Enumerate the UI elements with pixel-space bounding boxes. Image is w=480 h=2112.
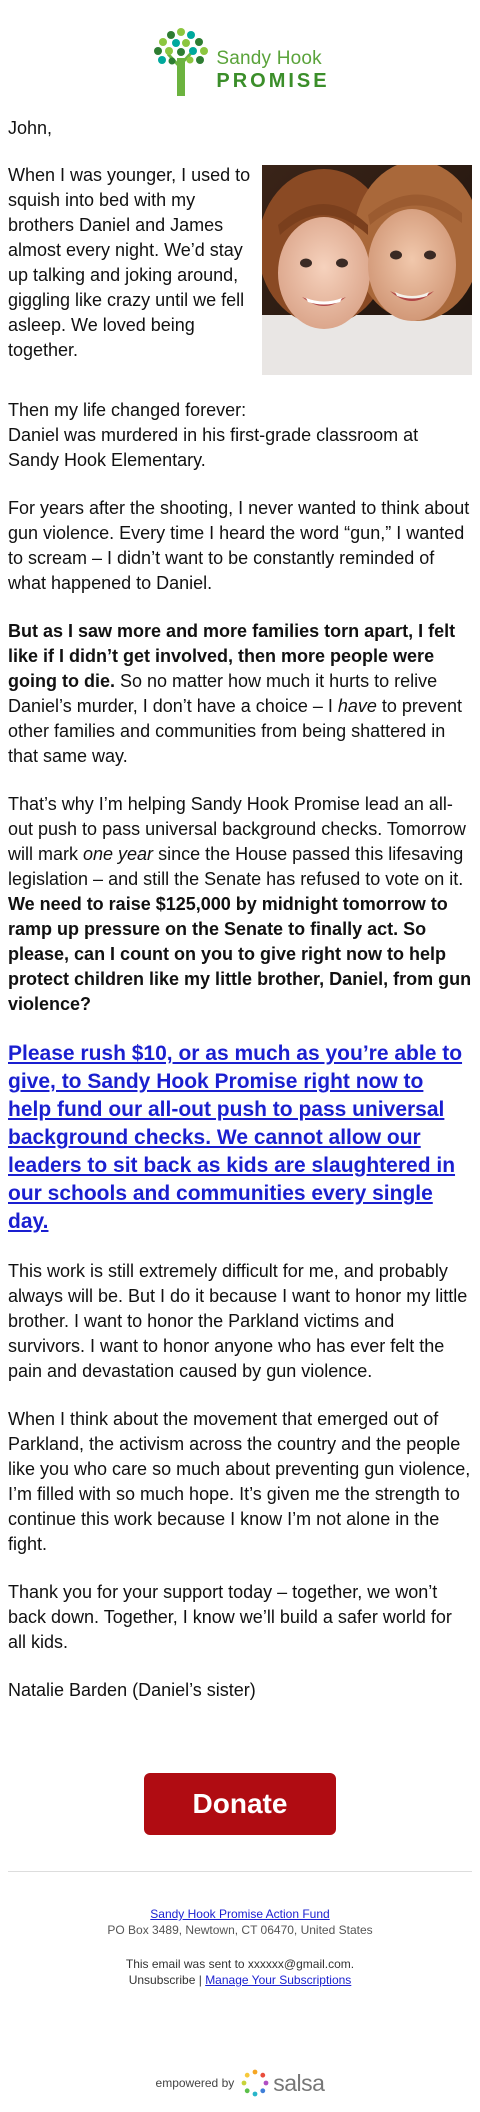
mailing-address: PO Box 3489, Newtown, CT 06470, United States: [107, 1923, 373, 1937]
sent-to-notice: This email was sent to xxxxxx@gmail.com.: [125, 1957, 355, 1971]
salsa-logo-icon: [240, 2068, 270, 2098]
email-body: [0, 116, 480, 1703]
logo-wordmark-bottom: PROMISE: [216, 70, 330, 92]
paragraph-background-checks: That’s why I’m helping Sandy Hook Promise lead an all-out push to pass universal background checks. Tomorrow will mark one year since the House passed this lifesaving legislation – and still the Senate has refused to vote on it. We need to raise $125,000 by midnight tomorrow to ramp up pressure on the Senate to finally act. So please, can I count on you to give right now to help protect children like my little brother, Daniel, from gun violence?: [8, 794, 472, 1014]
footer: [0, 1906, 480, 1988]
paragraph-honor: This work is still extremely difficult for me, and probably always will be. But I do it because I want to honor my little brother. I want to honor the Parkland victims and survivors. I want to honor anyone who has ever felt the pain and devastation caused by gun violence.: [8, 1261, 468, 1381]
powered-by-badge[interactable]: [0, 2068, 480, 2112]
logo-wordmark-top: Sandy Hook: [216, 48, 322, 69]
greeting: John,: [8, 118, 53, 138]
footer-divider: [8, 1871, 472, 1872]
footer-separator: |: [195, 1973, 206, 1987]
paragraph-getting-involved: But as I saw more and more families torn apart, I felt like if I didn’t get involved, then more people were going to die. So no matter how much it hurts to relive Daniel’s murder, I don’t have a choice – I have to prevent other families and communities from being shattered in that same way.: [8, 621, 462, 766]
paragraph-thank-you: Thank you for your support today – together, we won’t back down. Together, I know we’ll build a safer world for all kids.: [8, 1582, 452, 1652]
signature: Natalie Barden (Daniel’s sister): [8, 1680, 256, 1700]
donation-cta: [8, 1040, 472, 1236]
unsubscribe-link[interactable]: Unsubscribe: [128, 1973, 196, 1987]
paragraph-childhood: When I was younger, I used to squish into bed with my brothers Daniel and James almost every night. We’d stay up talking and joking around, giggling like crazy until we fell asleep. We loved being together.: [8, 165, 251, 360]
org-link[interactable]: Sandy Hook Promise Action Fund: [150, 1907, 330, 1921]
tree-icon: [150, 24, 212, 96]
powered-by-label: empowered by: [155, 2076, 235, 2090]
siblings-photo: [262, 165, 472, 375]
donation-cta-link[interactable]: Please rush $10, or as much as you’re able to give, to Sandy Hook Promise right now to help fund our all-out push to pass universal background checks. We cannot allow our leaders to sit back as kids are slaughtered in our schools and communities every single day.: [8, 1042, 463, 1233]
manage-subscriptions-link[interactable]: Manage Your Subscriptions: [205, 1973, 352, 1987]
donate-button[interactable]: Donate: [144, 1773, 336, 1835]
salsa-wordmark: salsa: [273, 2069, 325, 2096]
paragraph-changed-forever: Then my life changed forever: Daniel was murdered in his first-grade classroom at Sandy Hook Elementary.: [8, 400, 419, 470]
sandy-hook-promise-logo[interactable]: [0, 0, 480, 96]
paragraph-after-shooting: For years after the shooting, I never wanted to think about gun violence. Every time I heard the word “gun,” I wanted to scream – I didn’t want to be constantly reminded of what happened to Daniel.: [8, 498, 470, 593]
paragraph-hope: When I think about the movement that emerged out of Parkland, the activism across the country and the people like you who care so much about preventing gun violence, I’m filled with so much hope. It’s given me the strength to continue this work because I know I’m not alone in the fight.: [8, 1409, 471, 1554]
